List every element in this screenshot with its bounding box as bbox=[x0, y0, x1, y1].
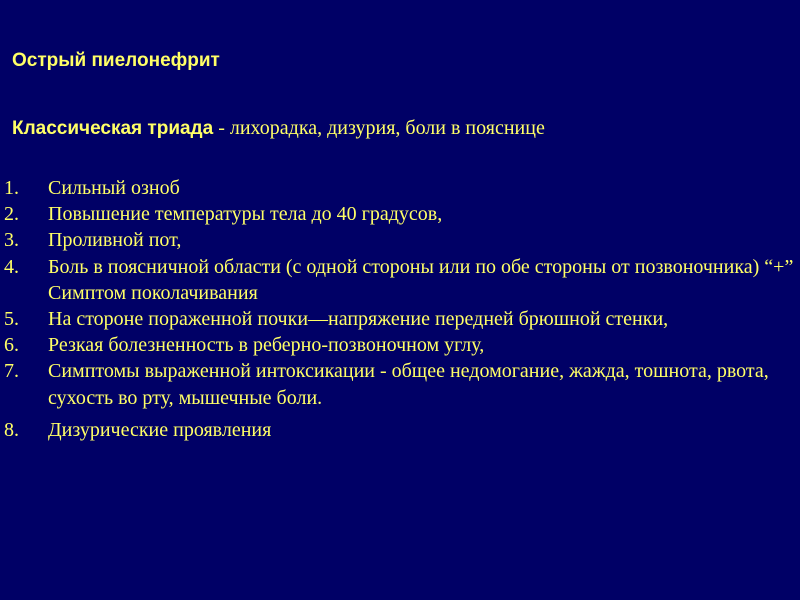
symptom-list bbox=[0, 175, 800, 443]
list-item-number: 3. bbox=[4, 229, 19, 252]
list-item-number: 7. bbox=[4, 360, 19, 383]
list-item bbox=[0, 332, 800, 358]
slide-title: Острый пиелонефрит bbox=[12, 50, 220, 71]
list-item-text: Повышение температуры тела до 40 градусов, bbox=[48, 203, 443, 226]
list-item-text: Дизурические проявления bbox=[48, 418, 272, 441]
list-item bbox=[0, 417, 800, 443]
list-item-number: 8. bbox=[4, 418, 19, 441]
list-item bbox=[0, 306, 800, 332]
list-item-text: Проливной пот, bbox=[48, 229, 182, 252]
list-item-text: Симптомы выраженной интоксикации - общее недомогание, жажда, тошнота, рвота, сухость во рту, мышечные боли. bbox=[48, 360, 769, 409]
list-item bbox=[0, 254, 800, 306]
list-item bbox=[0, 358, 800, 410]
triad-text: - лихорадка, дизурия, боли в пояснице bbox=[213, 117, 545, 139]
list-item-text: Сильный озноб bbox=[48, 177, 180, 199]
list-item-text: На стороне пораженной почки—напряжение передней брюшной стенки, bbox=[48, 308, 669, 331]
list-item-number: 4. bbox=[4, 255, 19, 278]
list-item-text: Боль в поясничной области (с одной стороны или по обе стороны от позвоночника) “+” Симптом поколачивания bbox=[48, 255, 794, 304]
list-item bbox=[0, 175, 800, 201]
list-item bbox=[0, 227, 800, 253]
triad-label: Классическая триада bbox=[12, 118, 214, 139]
list-item-number: 1. bbox=[4, 177, 19, 199]
triad-line bbox=[12, 117, 545, 140]
list-item-number: 6. bbox=[4, 334, 19, 357]
list-item-number: 2. bbox=[4, 203, 19, 226]
list-item bbox=[0, 201, 800, 227]
list-item-text: Резкая болезненность в реберно-позвоночном углу, bbox=[48, 334, 485, 357]
list-item-number: 5. bbox=[4, 308, 19, 331]
